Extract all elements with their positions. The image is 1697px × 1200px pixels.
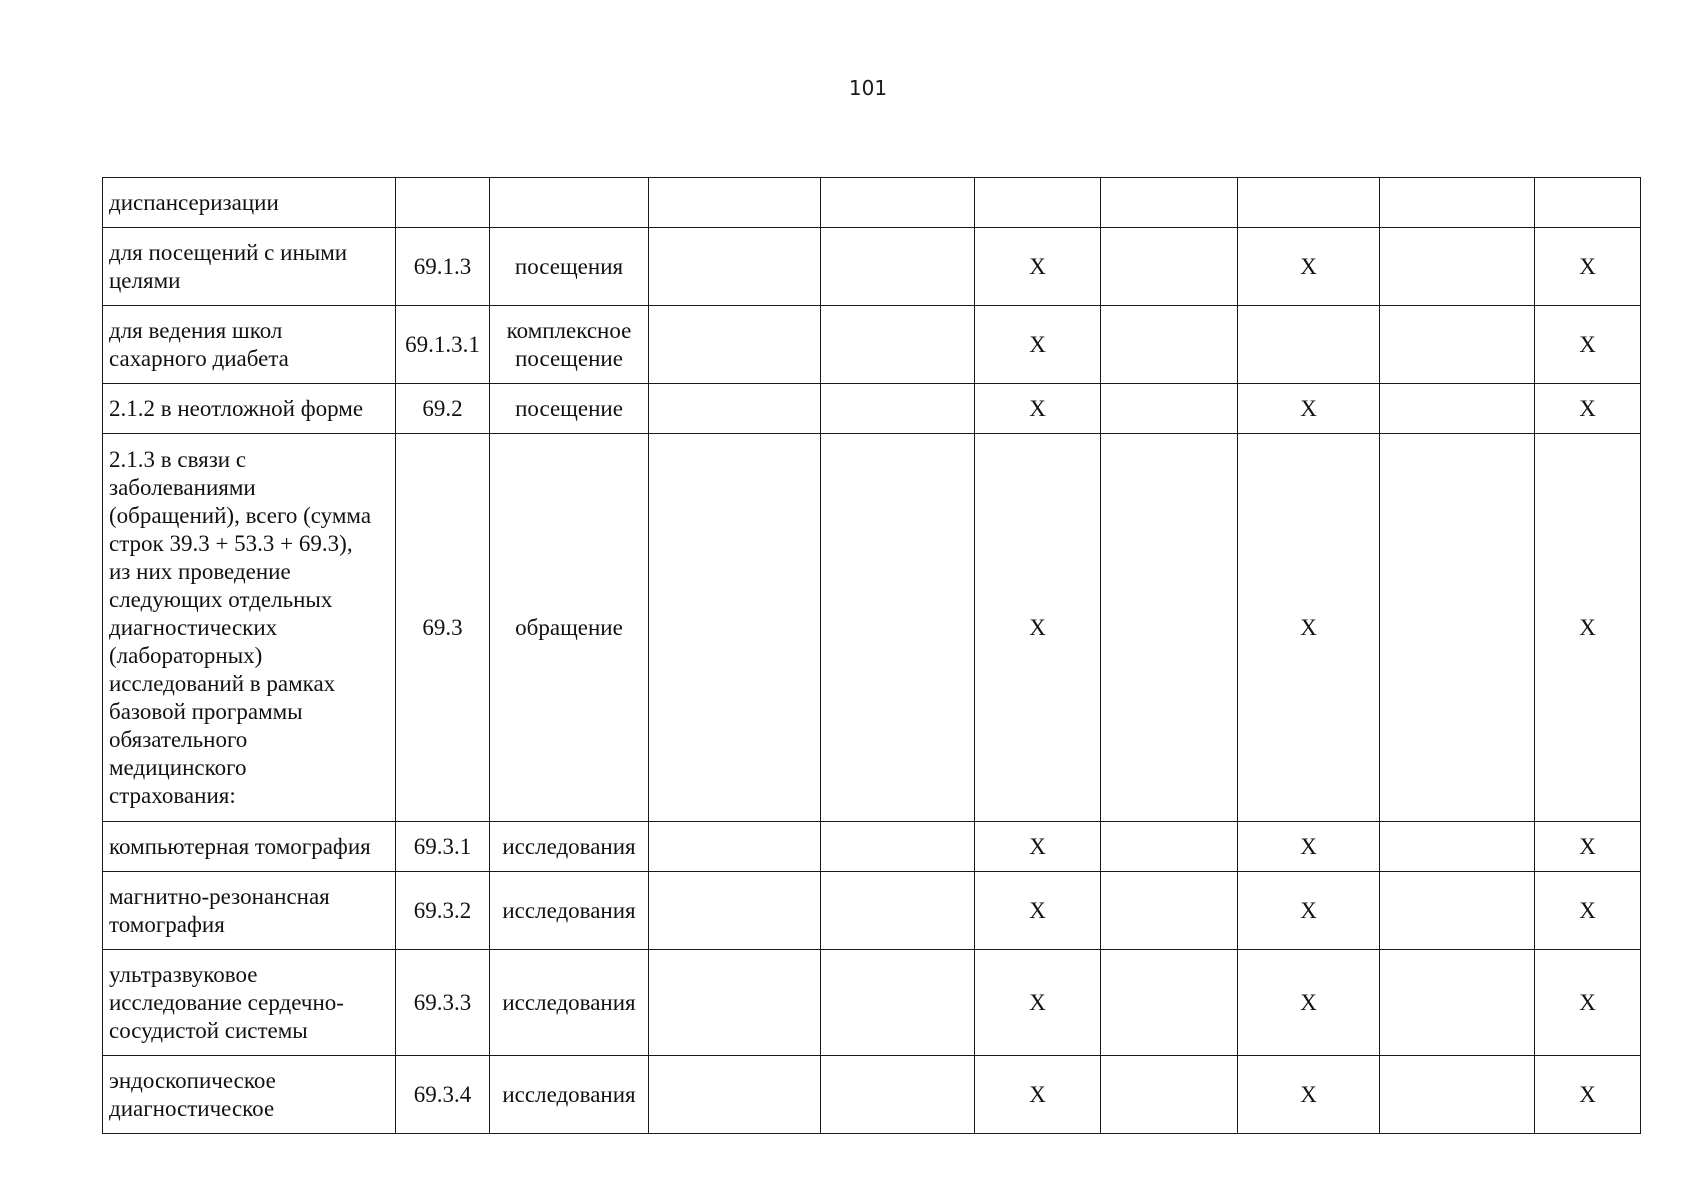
mark-value: X — [1300, 897, 1317, 923]
row-unit: исследования — [502, 1081, 636, 1107]
mark-cell — [1535, 306, 1641, 384]
mark-cell — [649, 178, 821, 228]
page-number: 101 — [848, 76, 888, 100]
mark-cell — [1101, 950, 1238, 1056]
row-code: 69.3.1 — [413, 833, 472, 859]
mark-cell — [1101, 384, 1238, 434]
mark-cell — [821, 178, 975, 228]
row-unit-cell — [490, 822, 649, 872]
row-unit: исследования — [502, 989, 636, 1015]
row-unit-cell — [490, 434, 649, 822]
row-name: компьютерная томография — [109, 833, 371, 859]
row-name-cell — [103, 434, 396, 822]
row-name: ультразвуковое исследование сердечно- сосудистой системы — [109, 961, 344, 1043]
mark-cell — [1380, 306, 1535, 384]
mark-cell — [1101, 178, 1238, 228]
row-unit-cell — [490, 228, 649, 306]
row-unit: исследования — [502, 833, 636, 859]
row-code: 69.3.3 — [413, 989, 472, 1015]
mark-value: X — [1579, 331, 1596, 357]
mark-cell — [975, 1056, 1101, 1134]
mark-cell — [1380, 178, 1535, 228]
mark-cell — [821, 306, 975, 384]
mark-cell — [821, 434, 975, 822]
mark-cell — [1535, 872, 1641, 950]
row-code-cell — [396, 306, 490, 384]
mark-cell — [649, 434, 821, 822]
row-unit-cell — [490, 872, 649, 950]
row-name-cell — [103, 1056, 396, 1134]
table-row — [103, 178, 1641, 228]
row-name-cell — [103, 384, 396, 434]
mark-cell — [649, 306, 821, 384]
mark-value: X — [1300, 833, 1317, 859]
row-unit-cell — [490, 178, 649, 228]
mark-value: X — [1300, 395, 1317, 421]
row-unit-cell — [490, 306, 649, 384]
mark-cell — [1238, 306, 1380, 384]
mark-cell — [821, 872, 975, 950]
mark-value: X — [1029, 253, 1046, 279]
row-code-cell — [396, 434, 490, 822]
mark-cell — [975, 384, 1101, 434]
mark-cell — [649, 384, 821, 434]
table-body — [103, 178, 1641, 1134]
table-row — [103, 822, 1641, 872]
mark-cell — [975, 306, 1101, 384]
row-name-cell — [103, 306, 396, 384]
mark-cell — [1535, 822, 1641, 872]
row-code: 69.3.2 — [413, 897, 472, 923]
row-unit: исследования — [502, 897, 636, 923]
row-name-cell — [103, 872, 396, 950]
mark-value: X — [1029, 1081, 1046, 1107]
mark-cell — [1380, 228, 1535, 306]
mark-cell — [649, 950, 821, 1056]
mark-cell — [1535, 228, 1641, 306]
table-row — [103, 434, 1641, 822]
mark-cell — [1238, 1056, 1380, 1134]
row-code: 69.1.3 — [413, 253, 472, 279]
data-table — [102, 177, 1641, 1134]
row-unit-cell — [490, 384, 649, 434]
mark-cell — [1535, 178, 1641, 228]
row-unit: комплексное посещение — [506, 317, 632, 371]
mark-value: X — [1029, 897, 1046, 923]
row-name: для ведения школ сахарного диабета — [109, 317, 289, 371]
table-row — [103, 228, 1641, 306]
table-row — [103, 1056, 1641, 1134]
row-code-cell — [396, 384, 490, 434]
mark-cell — [1238, 434, 1380, 822]
row-unit-cell — [490, 950, 649, 1056]
row-code-cell — [396, 228, 490, 306]
mark-value: X — [1029, 833, 1046, 859]
mark-cell — [975, 822, 1101, 872]
mark-cell — [821, 822, 975, 872]
mark-cell — [1238, 872, 1380, 950]
mark-cell — [1101, 228, 1238, 306]
row-code: 69.1.3.1 — [405, 331, 480, 357]
row-name-cell — [103, 950, 396, 1056]
row-code: 69.3.4 — [413, 1081, 472, 1107]
mark-cell — [1380, 1056, 1535, 1134]
mark-cell — [1535, 1056, 1641, 1134]
row-code: 69.2 — [422, 395, 463, 421]
mark-value: X — [1579, 989, 1596, 1015]
mark-cell — [649, 228, 821, 306]
mark-cell — [1101, 306, 1238, 384]
mark-value: X — [1300, 614, 1317, 640]
row-code-cell — [396, 822, 490, 872]
mark-cell — [649, 1056, 821, 1134]
mark-cell — [1238, 228, 1380, 306]
mark-value: X — [1029, 989, 1046, 1015]
row-code: 69.3 — [422, 614, 463, 640]
mark-cell — [1101, 822, 1238, 872]
mark-cell — [1238, 178, 1380, 228]
row-code-cell — [396, 1056, 490, 1134]
mark-cell — [1380, 872, 1535, 950]
row-name: 2.1.3 в связи с заболеваниями (обращений), всего (сумма строк 39.3 + 53.3 + 69.3), из них проведение следующих отдельных диагностических (лабораторных) исследований в рамках базовой программы обязательного медицинского страхования: — [109, 446, 372, 808]
mark-value: X — [1579, 897, 1596, 923]
mark-cell — [1101, 872, 1238, 950]
mark-value: X — [1579, 253, 1596, 279]
row-unit: обращение — [515, 614, 623, 640]
row-name-cell — [103, 178, 396, 228]
mark-cell — [1101, 434, 1238, 822]
table-row — [103, 306, 1641, 384]
mark-cell — [649, 872, 821, 950]
mark-cell — [1535, 950, 1641, 1056]
mark-cell — [1535, 384, 1641, 434]
row-name-cell — [103, 822, 396, 872]
row-name: для посещений с иными целями — [109, 239, 348, 293]
mark-value: X — [1300, 1081, 1317, 1107]
mark-value: X — [1579, 395, 1596, 421]
mark-value: X — [1029, 614, 1046, 640]
row-name-cell — [103, 228, 396, 306]
row-unit: посещения — [514, 253, 624, 279]
mark-cell — [1380, 384, 1535, 434]
mark-value: X — [1579, 833, 1596, 859]
table-row — [103, 384, 1641, 434]
row-name: 2.1.2 в неотложной форме — [109, 395, 364, 421]
mark-value: X — [1029, 331, 1046, 357]
row-name: эндоскопическое диагностическое — [109, 1067, 276, 1121]
mark-cell — [1380, 950, 1535, 1056]
row-unit-cell — [490, 1056, 649, 1134]
mark-cell — [1101, 1056, 1238, 1134]
mark-cell — [975, 228, 1101, 306]
row-code-cell — [396, 872, 490, 950]
table-row — [103, 872, 1641, 950]
mark-value: X — [1579, 614, 1596, 640]
mark-cell — [821, 384, 975, 434]
mark-cell — [975, 950, 1101, 1056]
row-name: магнитно-резонансная томография — [109, 883, 330, 937]
row-code-cell — [396, 178, 490, 228]
mark-value: X — [1029, 395, 1046, 421]
mark-cell — [821, 1056, 975, 1134]
mark-value: X — [1579, 1081, 1596, 1107]
mark-cell — [821, 950, 975, 1056]
mark-cell — [1380, 822, 1535, 872]
mark-cell — [975, 178, 1101, 228]
mark-cell — [1380, 434, 1535, 822]
mark-cell — [821, 228, 975, 306]
row-unit: посещение — [515, 395, 623, 421]
mark-value: X — [1300, 253, 1317, 279]
mark-cell — [975, 434, 1101, 822]
row-name: диспансеризации — [109, 189, 279, 215]
mark-cell — [1238, 822, 1380, 872]
mark-cell — [1238, 384, 1380, 434]
mark-value: X — [1300, 989, 1317, 1015]
mark-cell — [975, 872, 1101, 950]
mark-cell — [1535, 434, 1641, 822]
row-code-cell — [396, 950, 490, 1056]
mark-cell — [1238, 950, 1380, 1056]
mark-cell — [649, 822, 821, 872]
table-row — [103, 950, 1641, 1056]
